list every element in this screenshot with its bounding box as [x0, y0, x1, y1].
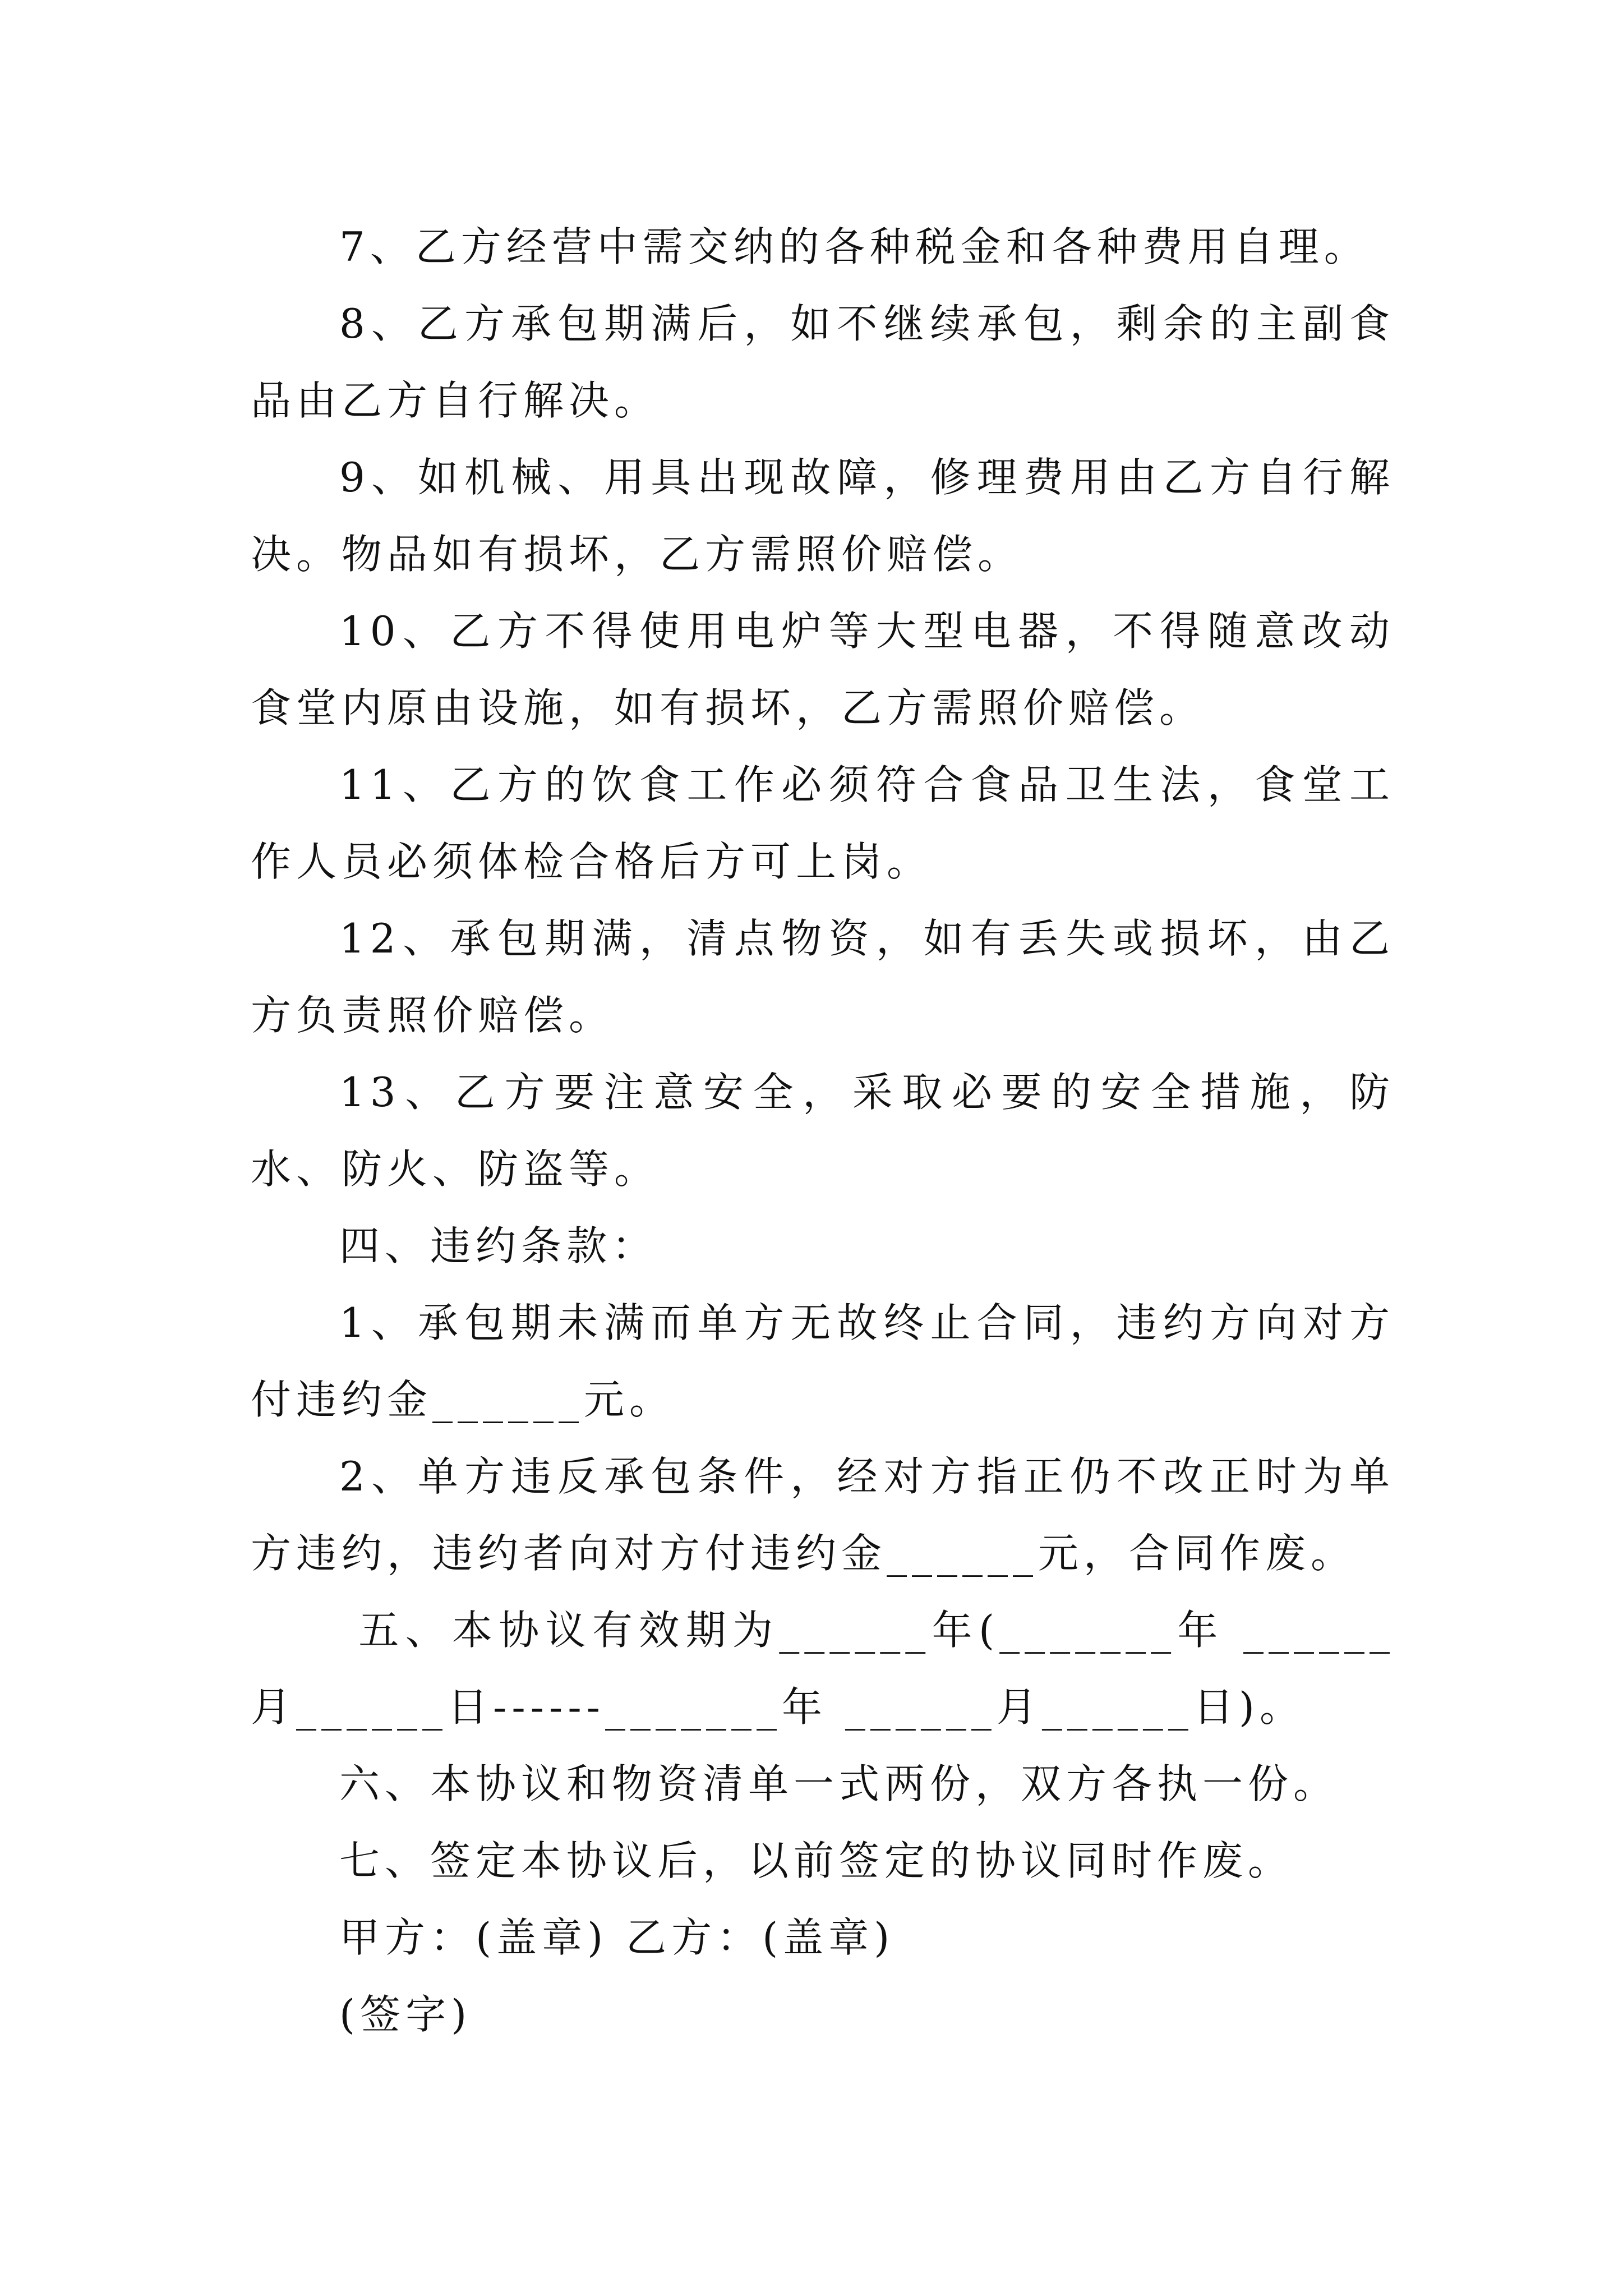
- breach-clause-2: 2、单方违反承包条件，经对方指正仍不改正时为单方违约，违约者向对方付违约金______元，合同作废。: [251, 1453, 1395, 1577]
- clause-12: 12、承包期满，清点物资，如有丢失或损坏，由乙方负责照价赔偿。: [251, 915, 1395, 1039]
- copies-clause: 六、本协议和物资清单一式两份，双方各执一份。: [339, 1760, 1339, 1807]
- clause-10: 10、乙方不得使用电炉等大型电器，不得随意改动食堂内原由设施，如有损坏，乙方需照价赔偿。: [251, 608, 1395, 731]
- section-heading-breach: 四、违约条款：: [339, 1222, 658, 1269]
- clause-11: 11、乙方的饮食工作必须符合食品卫生法，食堂工作人员必须体检合格后方可上岗。: [251, 761, 1395, 885]
- clause-7: 7、乙方经营中需交纳的各种税金和各种费用自理。: [339, 223, 1370, 270]
- clause-13: 13、乙方要注意安全，采取必要的安全措施，防水、防火、防盗等。: [251, 1069, 1395, 1193]
- validity-period-clause: 五、本协议有效期为______年(_______年 ______月______日------_______年 ______月______日)。: [251, 1607, 1395, 1731]
- clause-8: 8、乙方承包期满后，如不继续承包，剩余的主副食品由乙方自行解决。: [251, 300, 1395, 424]
- signature-seal-line: 甲方：(盖章) 乙方：(盖章): [339, 1914, 895, 1961]
- document-body: [251, 209, 1395, 2053]
- clause-9: 9、如机械、用具出现故障，修理费用由乙方自行解决。物品如有损坏，乙方需照价赔偿。: [251, 454, 1395, 578]
- supersede-clause: 七、签定本协议后，以前签定的协议同时作废。: [339, 1837, 1294, 1884]
- signature-sign-line: (签字): [339, 1991, 472, 2038]
- breach-clause-1: 1、承包期未满而单方无故终止合同，违约方向对方付违约金______元。: [251, 1299, 1395, 1423]
